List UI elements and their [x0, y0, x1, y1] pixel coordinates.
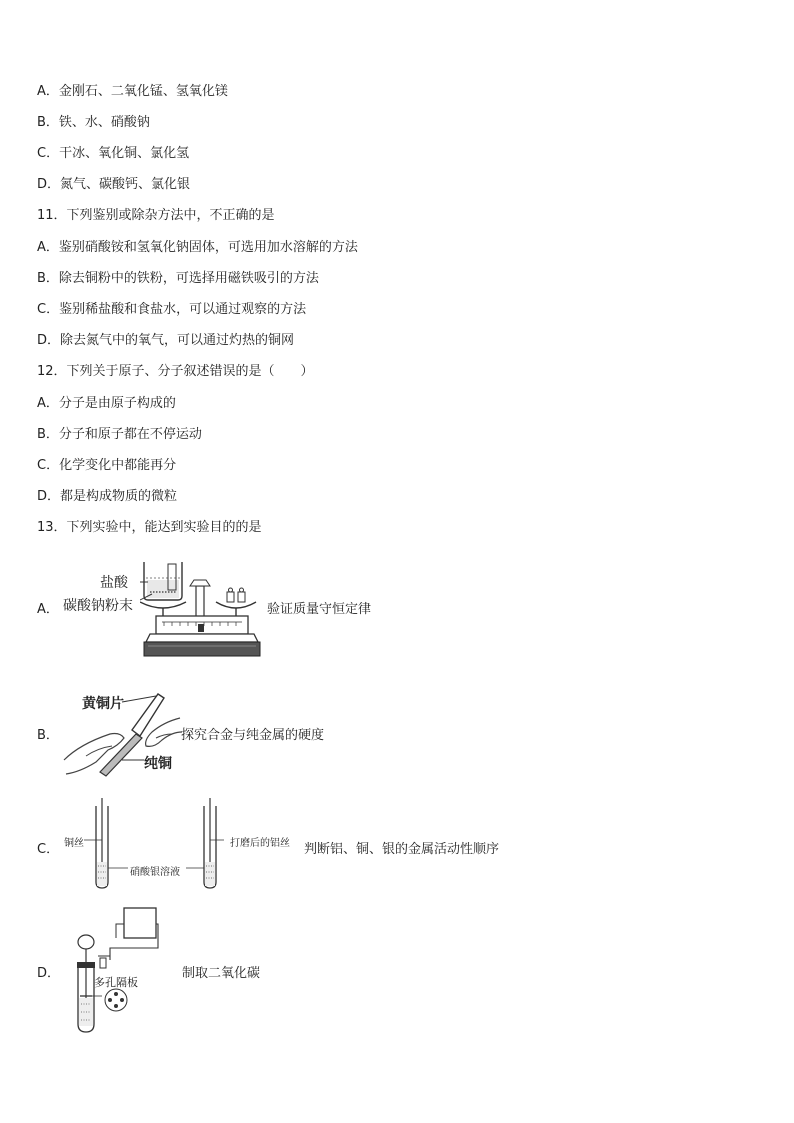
- q12-option-c: C．化学变化中都能再分: [37, 458, 177, 473]
- q10-option-b: B．铁、水、硝酸钠: [37, 115, 150, 130]
- q11-option-a: A．鉴别硝酸铵和氢氧化钠固体，可选用加水溶解的方法: [37, 240, 358, 255]
- q11-option-b: B．除去铜粉中的铁粉，可选择用磁铁吸引的方法: [37, 271, 319, 286]
- q13-b-label: B．: [37, 728, 59, 743]
- q13-a-description: 验证质量守恒定律: [267, 602, 372, 617]
- q10-option-a: A．金刚石、二氧化锰、氢氧化镁: [37, 84, 228, 99]
- q11-option-d: D．除去氮气中的氧气，可以通过灼热的铜网: [37, 333, 295, 348]
- q11-stem: 11．下列鉴别或除杂方法中，不正确的是: [37, 208, 275, 223]
- q12-option-d: D．都是构成物质的微粒: [37, 489, 178, 504]
- label-silver-nitrate: 硝酸银溶液: [130, 867, 180, 878]
- q13-stem: 13．下列实验中，能达到实验目的的是: [37, 520, 262, 535]
- q13-c-description: 判断铝、铜、银的金属活动性顺序: [304, 842, 500, 857]
- test-tubes-figure: [84, 796, 224, 892]
- q13-a-label: A．: [37, 602, 59, 617]
- label-brass-sheet: 黄铜片: [82, 696, 124, 712]
- label-hydrochloric-acid: 盐酸: [100, 575, 128, 591]
- q13-b-description: 探究合金与纯金属的硬度: [181, 728, 325, 743]
- q10-option-c: C．干冰、氧化铜、氯化氢: [37, 146, 190, 161]
- hardness-test-figure: [60, 690, 185, 780]
- label-polished-aluminum-wire: 打磨后的铝丝: [230, 838, 290, 849]
- q13-c-label: C．: [37, 842, 60, 857]
- q10-option-d: D．氮气、碳酸钙、氯化银: [37, 177, 191, 192]
- label-sodium-carbonate: 碳酸钠粉末: [63, 598, 133, 614]
- label-pure-copper: 纯铜: [144, 756, 172, 772]
- co2-apparatus-figure: [72, 904, 162, 1036]
- label-copper-wire: 铜丝: [64, 838, 84, 849]
- q13-d-description: 制取二氧化碳: [182, 966, 261, 981]
- q11-option-c: C．鉴别稀盐酸和食盐水，可以通过观察的方法: [37, 302, 307, 317]
- label-porous-plate: 多孔隔板: [94, 976, 138, 989]
- q12-option-a: A．分子是由原子构成的: [37, 396, 176, 411]
- q12-option-b: B．分子和原子都在不停运动: [37, 427, 202, 442]
- balance-figure: [140, 556, 265, 660]
- q13-d-label: D．: [37, 966, 61, 981]
- q12-stem: 12．下列关于原子、分子叙述错误的是（ ）: [37, 364, 314, 379]
